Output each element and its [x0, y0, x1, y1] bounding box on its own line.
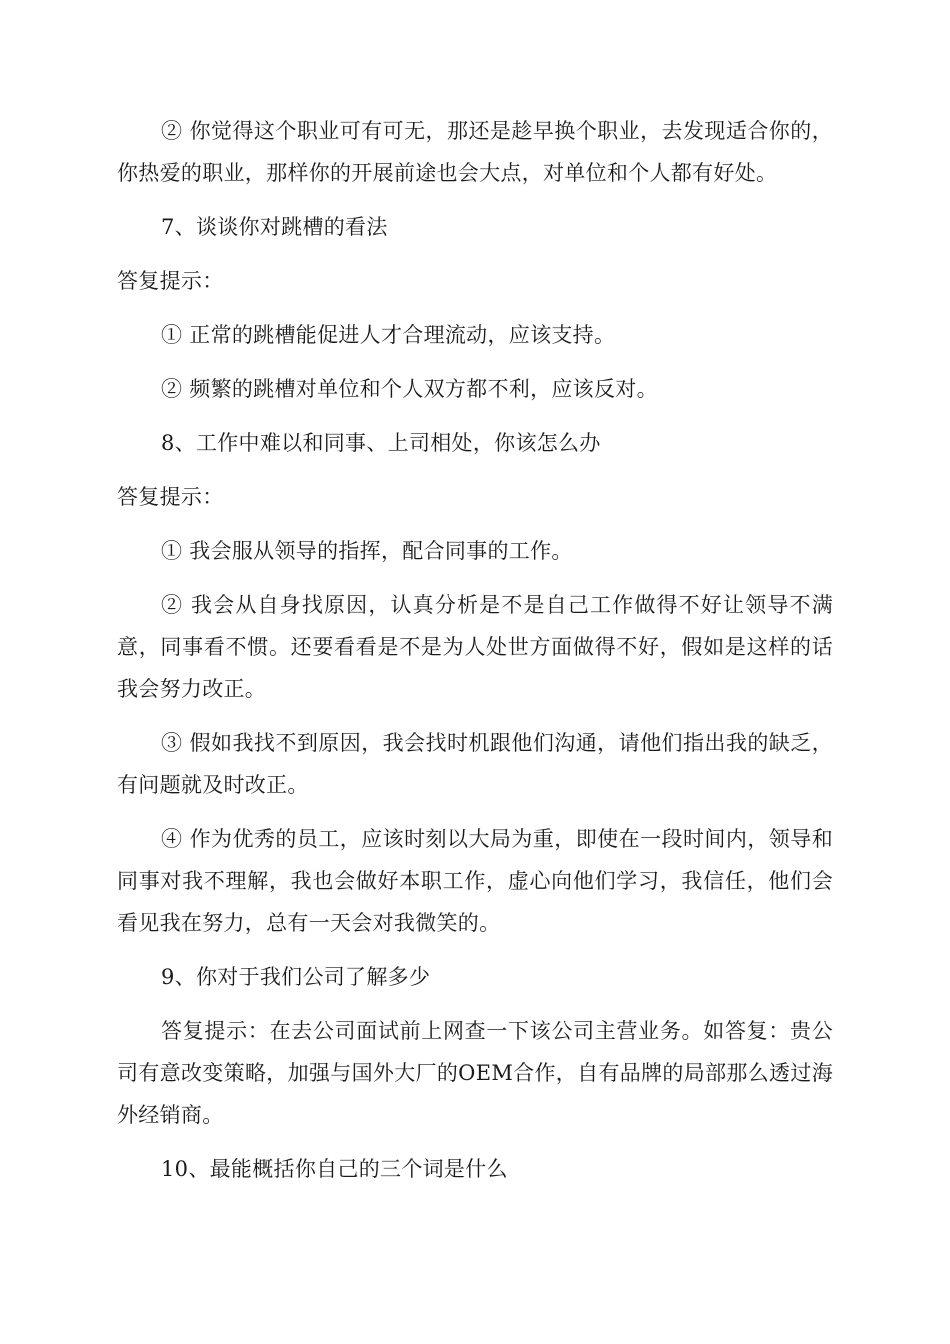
question-heading: 9、你对于我们公司了解多少 — [161, 965, 431, 989]
answer-hint-label: 答复提示： — [117, 269, 224, 293]
paragraph-answer-point: ① 我会服从领导的指挥，配合同事的工作。 — [161, 539, 573, 563]
question-heading: 10、最能概括你自己的三个词是什么 — [161, 1157, 508, 1181]
answer-hint-label: 答复提示： — [117, 485, 224, 509]
paragraph-answer-point: ④ 作为优秀的员工，应该时刻以大局为重，即使在一段时间内，领导和同事对我不理解，我也会做好本职工作，虚心向他们学习，我信任，他们会看见我在努力，总有一天会对我微笑的。 — [117, 827, 833, 935]
question-heading: 8、工作中难以和同事、上司相处，你该怎么办 — [161, 431, 601, 455]
paragraph-answer-hint: 答复提示：在去公司面试前上网查一下该公司主营业务。如答复：贵公司有意改变策略，加强与国外大厂的OEM合作，自有品牌的局部那么透过海外经销商。 — [117, 1019, 833, 1127]
document-page — [117, 110, 833, 1202]
paragraph-answer-point: ③ 假如我找不到原因，我会找时机跟他们沟通，请他们指出我的缺乏，有问题就及时改正。 — [117, 731, 833, 797]
question-heading: 7、谈谈你对跳槽的看法 — [161, 215, 388, 239]
paragraph-answer-point: ② 频繁的跳槽对单位和个人双方都不利，应该反对。 — [161, 377, 658, 401]
paragraph-answer-point: ① 正常的跳槽能促进人才合理流动，应该支持。 — [161, 323, 616, 347]
paragraph-answer-point: ② 你觉得这个职业可有可无，那还是趁早换个职业，去发现适合你的，你热爱的职业，那样你的开展前途也会大点，对单位和个人都有好处。 — [117, 119, 833, 185]
paragraph-answer-point: ② 我会从自身找原因，认真分析是不是自己工作做得不好让领导不满意，同事看不惯。还要看看是不是为人处世方面做得不好，假如是这样的话我会努力改正。 — [117, 593, 833, 701]
